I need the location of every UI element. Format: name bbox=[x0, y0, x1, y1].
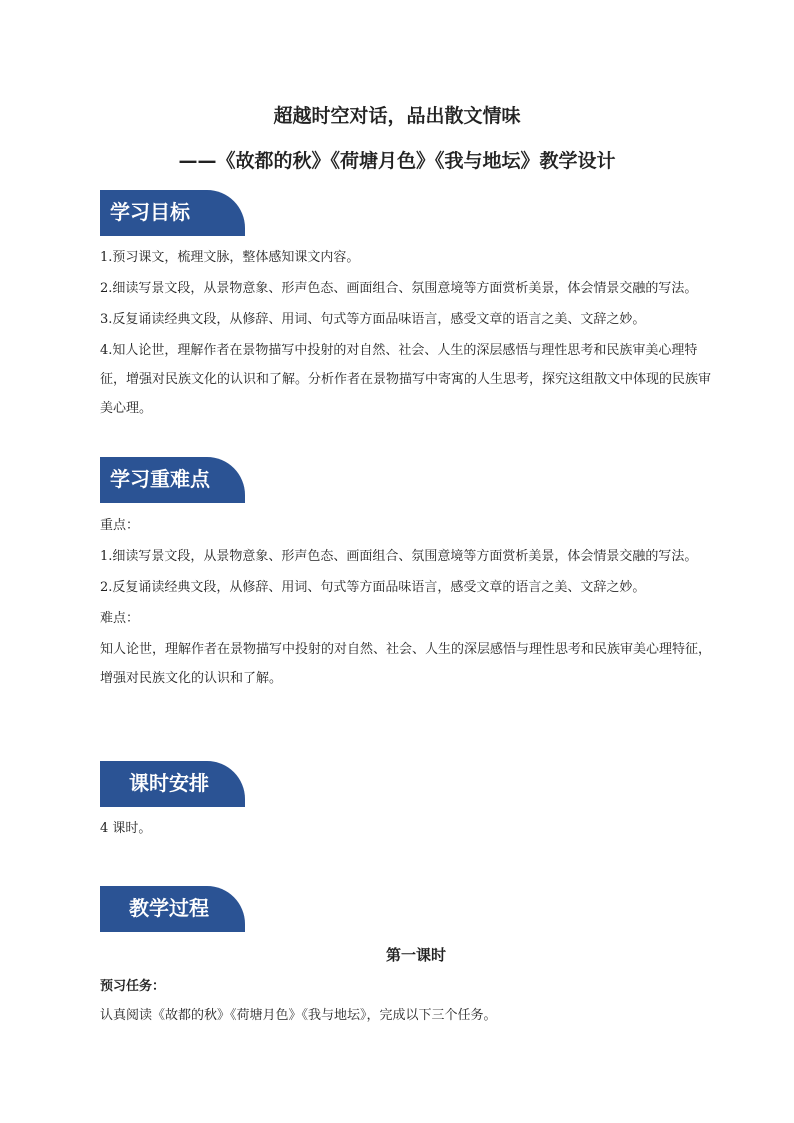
section-header-label: 教学过程 bbox=[129, 896, 209, 920]
goal-item: 3.反复诵读经典文段，从修辞、用词、句式等方面品味语言，感受文章的语言之美、文辞之妙。 bbox=[100, 312, 646, 327]
section-header-label: 学习重难点 bbox=[110, 467, 210, 491]
section-header-process bbox=[100, 886, 245, 932]
section-header-key-points bbox=[100, 457, 245, 503]
preview-text: 认真阅读《故都的秋》《荷塘月色》《我与地坛》，完成以下三个任务。 bbox=[100, 1008, 497, 1023]
lesson-title: 第一课时 bbox=[385, 946, 446, 964]
schedule-text: 4 课时。 bbox=[100, 821, 152, 836]
schedule-block bbox=[100, 814, 720, 843]
document-title: 超越时空对话，品出散文情味 bbox=[273, 105, 521, 127]
document-subtitle: ——《故都的秋》《荷塘月色》《我与地坛》教学设计 bbox=[178, 150, 616, 172]
difficult-text: 知人论世，理解作者在景物描写中投射的对自然、社会、人生的深层感悟与理性思考和民族审美心理特征，增强对民族文化的认识和了解。 bbox=[100, 642, 712, 686]
section-header-label: 学习目标 bbox=[110, 200, 190, 224]
section-header-goals bbox=[100, 190, 245, 236]
goal-item: 1.预习课文，梳理文脉，整体感知课文内容。 bbox=[100, 250, 360, 265]
process-block bbox=[100, 972, 720, 1030]
section-header-schedule bbox=[100, 761, 245, 807]
key-points-block bbox=[100, 511, 720, 693]
preview-label: 预习任务： bbox=[100, 979, 166, 994]
goals-list bbox=[100, 243, 720, 423]
section-header-label: 课时安排 bbox=[129, 771, 209, 795]
key-item: 2.反复诵读经典文段，从修辞、用词、句式等方面品味语言，感受文章的语言之美、文辞之妙。 bbox=[100, 580, 646, 595]
key-item: 1.细读写景文段，从景物意象、形声色态、画面组合、氛围意境等方面赏析美景，体会情景交融的写法。 bbox=[100, 549, 698, 564]
goal-item: 4.知人论世，理解作者在景物描写中投射的对自然、社会、人生的深层感悟与理性思考和民族审美心理特征，增强对民族文化的认识和了解。分析作者在景物描写中寄寓的人生思考，探究这组散文中体现的民族审美心理。 bbox=[100, 343, 712, 416]
goal-item: 2.细读写景文段，从景物意象、形声色态、画面组合、氛围意境等方面赏析美景，体会情景交融的写法。 bbox=[100, 281, 698, 296]
difficult-label: 难点： bbox=[100, 611, 140, 626]
key-label: 重点： bbox=[100, 518, 140, 533]
